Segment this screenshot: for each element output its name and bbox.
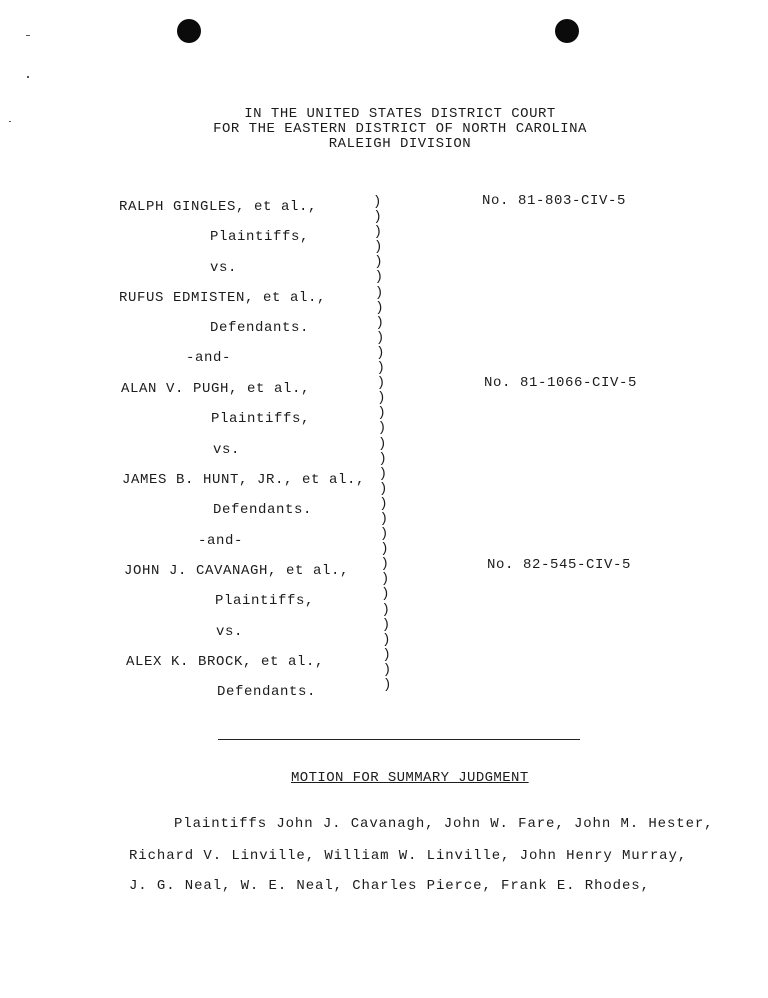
caption-role-plaintiffs: Plaintiffs,: [211, 411, 311, 427]
caption-paren-column: [373, 194, 392, 693]
body-line-2: Richard V. Linville, William W. Linville, John Henry Murray,: [129, 848, 688, 864]
court-header-line-3: RALEIGH DIVISION: [328, 136, 472, 152]
caption-paren: ): [375, 329, 385, 346]
caption-paren: ): [376, 375, 386, 392]
caption-paren: ): [382, 661, 392, 678]
caption-paren: ): [373, 194, 382, 210]
caption-paren: ): [377, 390, 386, 407]
docket-number-cavanagh: No. 82-545-CIV-5: [487, 557, 632, 573]
caption-versus: vs.: [216, 624, 244, 640]
caption-paren: ): [376, 360, 385, 377]
caption-paren: ): [382, 631, 391, 648]
caption-paren: ): [378, 435, 387, 452]
caption-role-defendants: Defendants.: [217, 684, 317, 700]
caption-paren: ): [379, 510, 388, 527]
caption-party-brock: ALEX K. BROCK, et al.,: [126, 654, 325, 670]
caption-paren: ): [379, 495, 388, 512]
caption-party-gingles: RALPH GINGLES, et al.,: [119, 199, 318, 215]
caption-paren: ): [380, 541, 389, 558]
caption-paren: ): [382, 646, 391, 663]
caption-paren: ): [374, 284, 384, 301]
punch-hole-right: [555, 19, 579, 43]
caption-paren: ): [381, 601, 390, 618]
caption-versus: vs.: [213, 442, 241, 458]
scan-speck: [26, 35, 30, 36]
caption-paren: ): [380, 571, 390, 588]
punch-hole-left: [177, 19, 201, 43]
caption-versus: vs.: [210, 260, 238, 276]
caption-paren: ): [383, 677, 392, 693]
caption-paren: ): [375, 299, 384, 316]
caption-paren: ): [378, 480, 388, 497]
caption-role-plaintiffs: Plaintiffs,: [215, 593, 315, 609]
caption-role-defendants: Defendants.: [210, 320, 310, 336]
caption-paren: ): [381, 586, 390, 603]
caption-paren: ): [380, 556, 389, 573]
court-header-line-1: IN THE UNITED STATES DISTRICT COURT: [244, 106, 556, 122]
caption-paren: ): [373, 239, 383, 256]
caption-separator-rule: [218, 739, 580, 740]
caption-role-plaintiffs: Plaintiffs,: [210, 229, 310, 245]
body-line-3: J. G. Neal, W. E. Neal, Charles Pierce, Frank E. Rhodes,: [129, 878, 650, 894]
caption-paren: ): [379, 526, 389, 543]
motion-title: MOTION FOR SUMMARY JUDGMENT: [291, 770, 529, 786]
caption-paren: ): [376, 344, 385, 361]
caption-and-separator: -and-: [198, 533, 244, 549]
caption-paren: ): [378, 465, 388, 482]
docket-number-gingles: No. 81-803-CIV-5: [482, 193, 627, 209]
caption-paren: ): [378, 450, 387, 467]
caption-paren: ): [377, 405, 386, 422]
caption-paren: ): [373, 224, 383, 241]
caption-role-defendants: Defendants.: [213, 502, 313, 518]
scan-speck: [27, 76, 29, 78]
caption-paren: ): [374, 254, 383, 271]
body-line-1: Plaintiffs John J. Cavanagh, John W. Fare, John M. Hester,: [174, 816, 714, 832]
caption-paren: ): [381, 616, 391, 633]
caption-party-hunt: JAMES B. HUNT, JR., et al.,: [122, 472, 366, 488]
caption-paren: ): [374, 269, 383, 286]
caption-party-edmisten: RUFUS EDMISTEN, et al.,: [119, 290, 327, 306]
caption-party-pugh: ALAN V. PUGH, et al.,: [121, 381, 311, 397]
caption-and-separator: -and-: [186, 350, 232, 366]
court-header-line-2: FOR THE EASTERN DISTRICT OF NORTH CAROLINA: [213, 121, 587, 137]
docket-number-pugh: No. 81-1066-CIV-5: [484, 375, 638, 391]
caption-paren: ): [377, 420, 387, 437]
caption-paren: ): [375, 314, 384, 331]
caption-paren: ): [373, 209, 382, 226]
caption-party-cavanagh: JOHN J. CAVANAGH, et al.,: [124, 563, 350, 579]
